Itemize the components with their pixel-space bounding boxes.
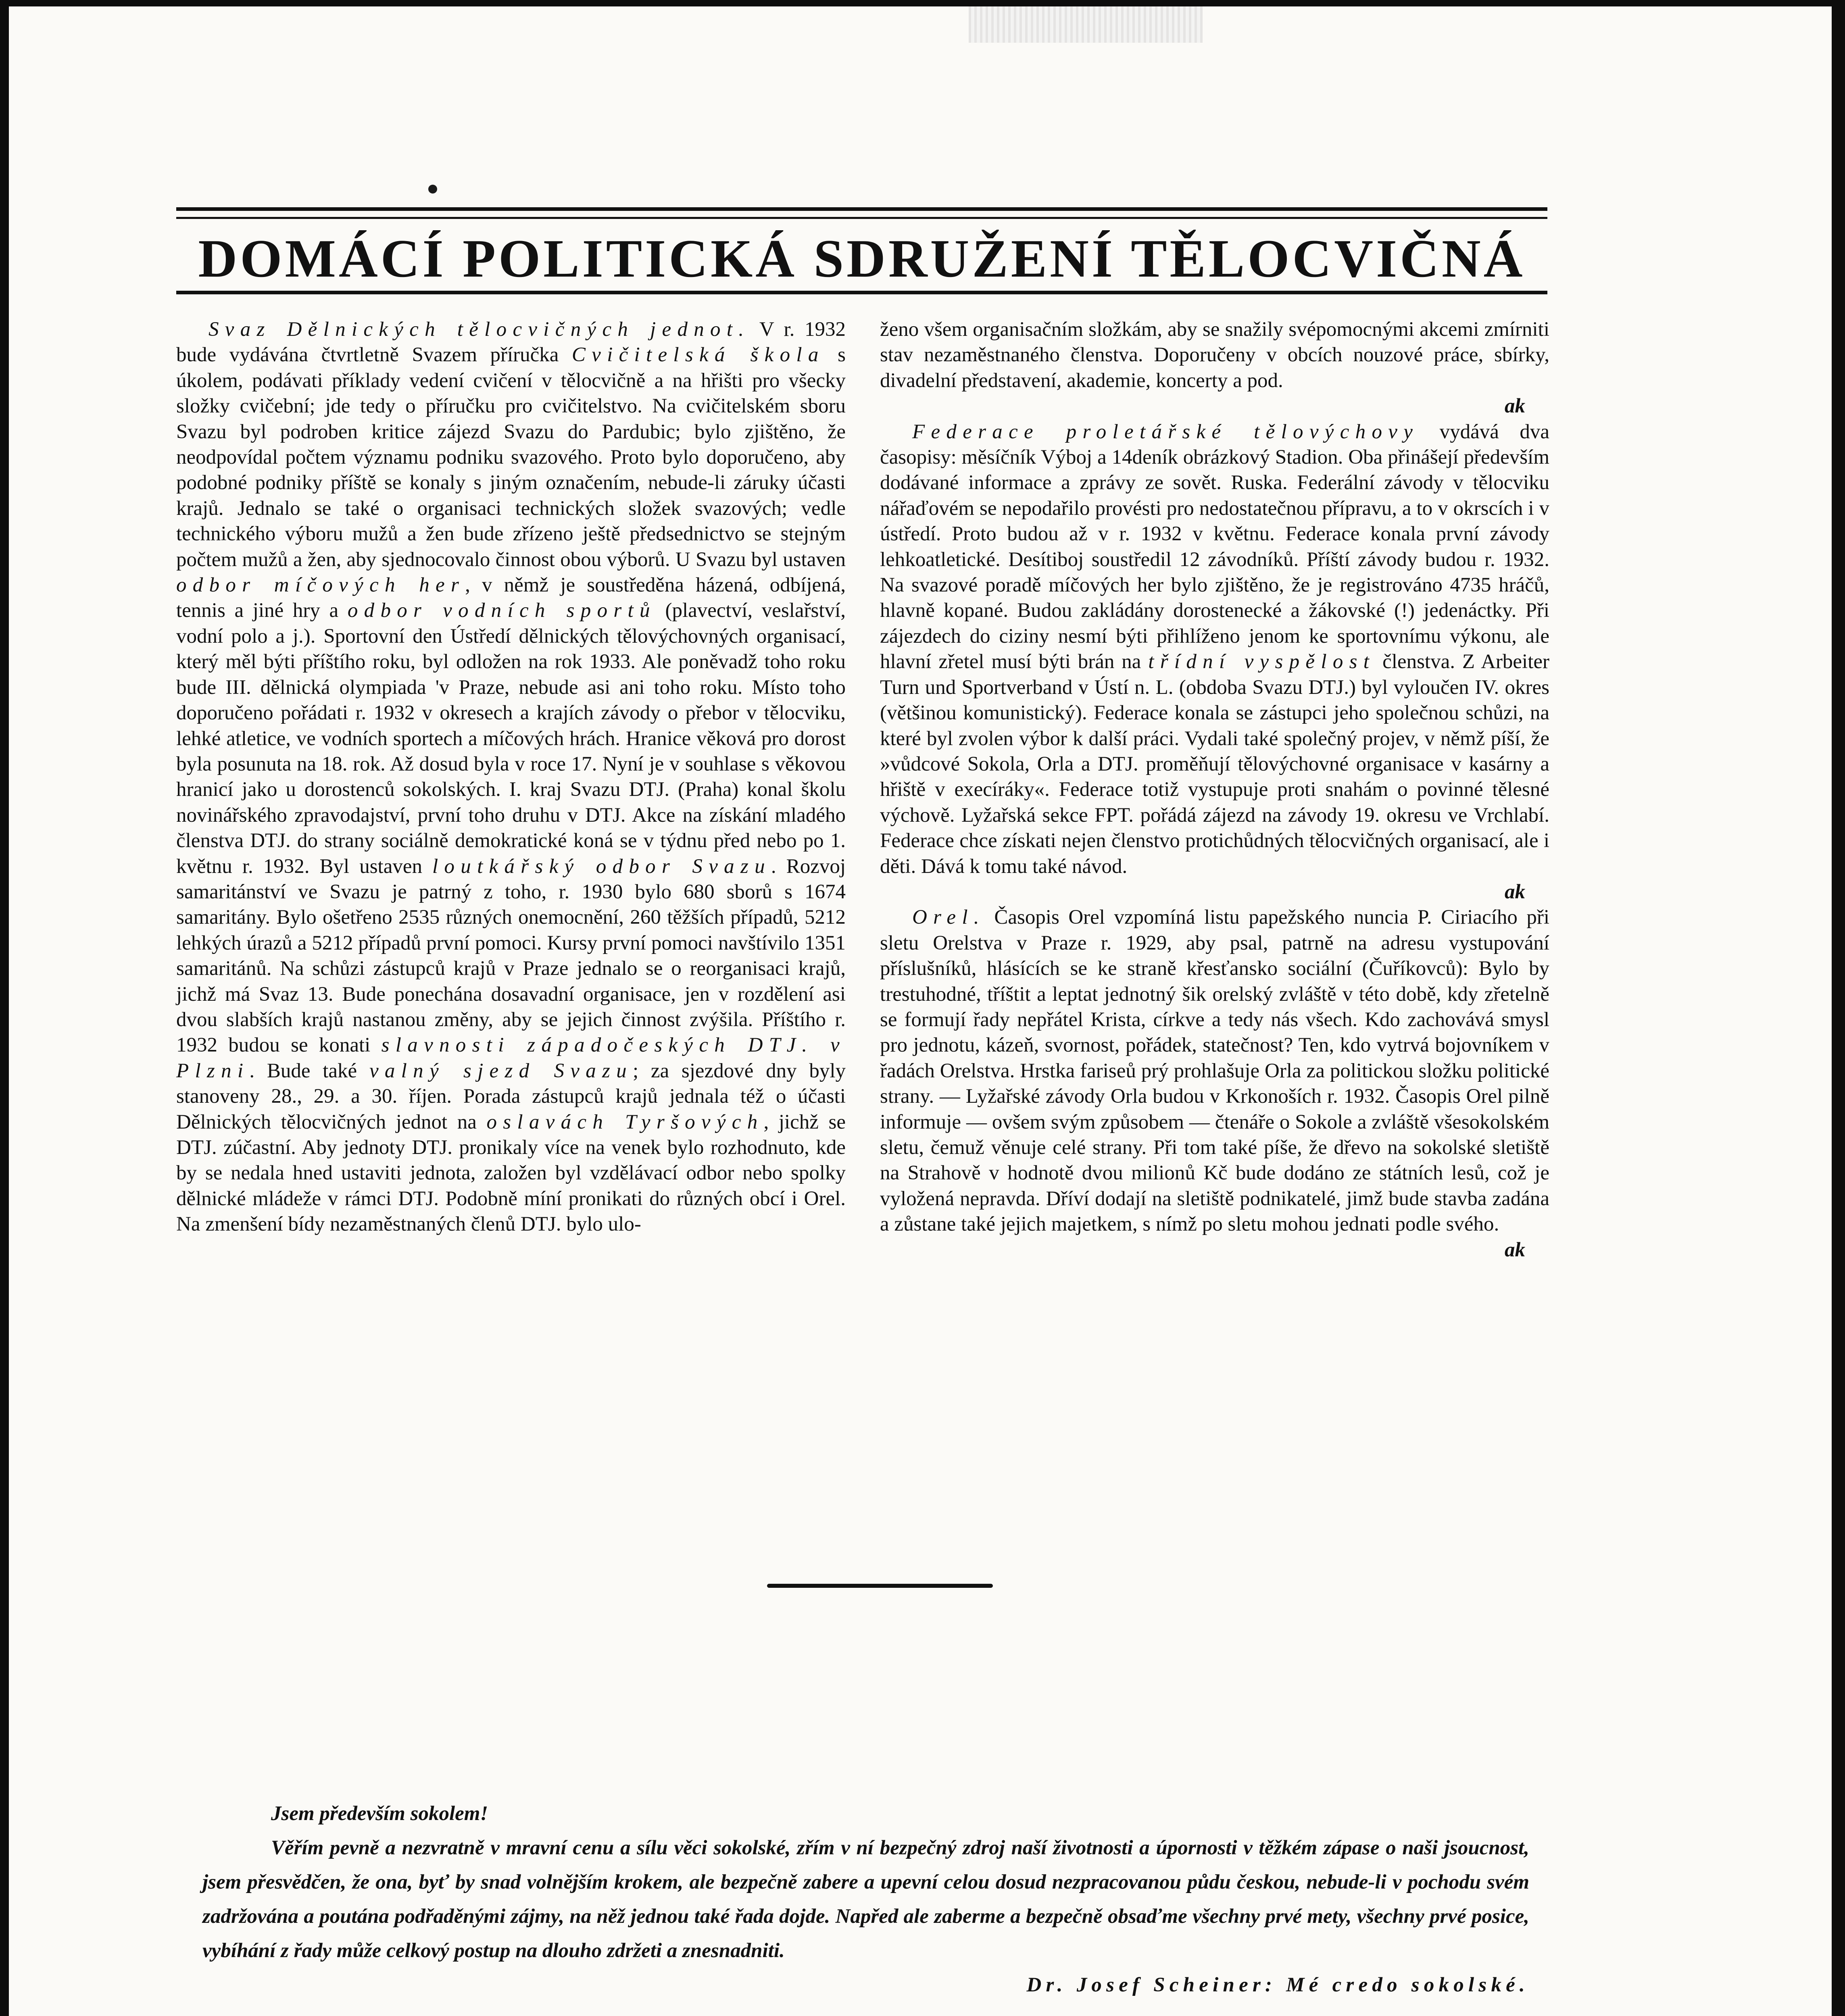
paragraph-dtj-continued: ženo všem organisačním složkám, aby se snažily svépomocnými akcemi zmírniti stav nezaměstnaného členstva. Doporučeny v obcích nouzové práce, sbírky, divadelní představení, akademie, koncerty a pod. ak: [880, 317, 1549, 419]
spaced-term: odbor vodních sportů: [347, 599, 656, 622]
paragraph-fpt: Federace proletářské tělovýchovy vydává dva časopisy: měsíčník Výboj a 14deník obrázkový Stadion. Oba přinášejí především dodávané informace a zprávy ze sovět. Ruska. Federální závody v tělocviku nářaďovém se nepodařilo provésti pro nedostatečnou přípravu, a to v okrscích i v ústředí. Proto budou až v r. 1932 v květnu. Federace konala první závody lehkoatletické. Desítiboj soustředil 12 závodníků. Příští závody budou r. 1932. Na svazové poradě míčových her bylo zjištěno, že je registrováno 4735 hráčů, hlavně kopané. Budou zakládány dorostenecké a žákovské (!) jedenáctky. Při zájezdech do ciziny nesmí býti přihlíženo jenom ke sportovnímu výkonu, ale hlavní zřetel musí býti brán na třídní vyspělost členstva. Z Arbeiter Turn und Sportverband v Ústí n. L. (obdoba Svazu DTJ.) byl vyloučen IV. okres (většinou komunistický). Federace konala se zástupci jeho společnou schůzi, na které byl zvolen výbor k další práci. Vydali také společný projev, v němž píší, že »vůdcové Sokola, Orla a DTJ. proměňují tělovýchovné organisace v kasárny a hřiště v execíráky«. Federace totiž vystupuje proti snahám o povinné tělesné výchově. Lyžařská sekce FPT. pořádá zájezd na závody 19. okresu ve Vrchlabí. Federace chce získati nejen členstvo protichůdných tělocvičných organisací, ale i děti. Dává k tomu také návod. ak: [880, 419, 1549, 905]
right-column: [880, 317, 1549, 1263]
section-heading-fpt: Federace proletářské tělovýchovy: [912, 420, 1419, 443]
quote-attribution: Dr. Josef Scheiner: Mé credo sokolské.: [1026, 1974, 1529, 1996]
quote-intro: Jsem především sokolem!: [271, 1802, 488, 1825]
title-rule-top: [176, 207, 1547, 211]
closing-quote: [202, 1797, 1529, 2002]
spaced-term: oslavách Tyršových: [486, 1110, 764, 1133]
author-signature: ak: [1505, 395, 1525, 418]
paragraph-orel: Orel. Časopis Orel vzpomíná listu papežského nuncia P. Ciriacího při sletu Orelstva v Praze r. 1929, aby psal, patrně na adresu vystupování příslušníků, hlásících se ke straně křesťansko sociální (Čuříkovců): Bylo by trestuhodné, tříštit a leptat jednotný šik orelský zvláště v této době, kdy zřetelně se formují řady nepřátel Krista, církve a tedy nás všech. Kdo zachovává smysl pro jednotu, kázeň, svornost, pořádek, statečnost? Ten, kdo vytrvá bojovníkem v řadách Orelstva. Hrstka fariseů prý prohlašuje Orla za politickou složku politické strany. — Lyžařské závody Orla budou v Krkonoších r. 1932. Časopis Orel pilně informuje — ovšem svým způsobem — čtenáře o Sokole a zvláště všesokolském sletu, čemuž věnuje celé strany. Při tom také píše, že dřevo na sokolské sletiště na Strahově v hodnotě dvou milionů Kč bude dodáno ze státních lesů, což je vyložená nepravda. Dříví dodají na sletiště podnikatelé, jimž bude stavba zadána a zůstane také jejich majetkem, s nímž po sletu mohou jednati podle svého. ak: [880, 905, 1549, 1263]
spaced-term: třídní vyspělost: [1148, 650, 1376, 673]
spaced-term: loutkářský odbor Svazu: [432, 855, 771, 878]
spaced-term: valný sjezd Svazu: [369, 1059, 633, 1082]
spaced-term: slavnosti západočeských DTJ. v Plzni: [176, 1034, 846, 1082]
title-rule-top-thin: [176, 217, 1547, 219]
spaced-term: Cvičitelská škola: [571, 344, 825, 367]
page: [9, 6, 1832, 2016]
scan-artifact: [969, 6, 1203, 43]
left-column: [176, 317, 846, 1237]
section-heading-orel: Orel.: [912, 906, 985, 929]
section-separator: [767, 1584, 993, 1588]
spaced-term: odbor míčových her: [176, 574, 465, 597]
author-signature: ak: [1505, 1238, 1525, 1261]
section-heading-dtj: Svaz Dělnických tělocvičných jednot.: [208, 318, 750, 341]
article-title: DOMÁCÍ POLITICKÁ SDRUŽENÍ TĚLOCVIČNÁ: [198, 229, 1526, 288]
bullet-dot: [428, 185, 437, 194]
quote-body: Věřím pevně a nezvratně v mravní cenu a sílu věci sokolské, zřím v ní bezpečný zdroj naší životnosti a úpornosti v těžkém zápase o naši jsoucnost, jsem přesvědčen, že ona, byť by snad volnějším krokem, ale bezpečně zabere a upevní celou dosud nezpracovanou půdu českou, nebude-li v pochodu svém zadržována a poutána podřaděnými zájmy, na něž jednou také řada dojde. Napřed ale zaberme a bezpečně obsaďme všechny prvé mety, všechny prvé posice, vybíhání z řady může celkový postup na dlouho zdržeti a znesnadniti.: [202, 1837, 1529, 1962]
author-signature: ak: [1505, 880, 1525, 903]
paragraph-dtj: Svaz Dělnických tělocvičných jednot. V r. 1932 bude vydávána čtvrtletně Svazem příručka Cvičitelská škola s úkolem, podávati příklady vedení cvičení v tělocvičně a na hřišti pro všecky složky cvičební; jde tedy o příručku pro cvičitelstvo. Na cvičitelském sboru Svazu byl podroben kritice zájezd Svazu do Pardubic; bylo zjištěno, že neodpovídal počtem významu podniku svazového. Proto bylo doporučeno, aby podobné podniky příště se konaly s jiným označením, nebude-li záruky účasti krajů. Jednalo se také o organisaci technických složek svazových; vedle technického výboru mužů a žen bude zřízeno ještě předsednictvo se stejným počtem mužů a žen, aby sjednocovalo činnost obou výborů. U Svazu byl ustaven odbor míčových her, v němž je soustředěna házená, odbíjená, tennis a jiné hry a odbor vodních sportů (plavectví, veslařství, vodní polo a j.). Sportovní den Ústředí dělnických tělovýchovných organisací, který měl býti příštího roku, byl odložen na rok 1933. Ale poněvadž toho roku bude III. dělnická olympiada 'v Praze, nebude asi ani toho roku. Místo toho doporučeno pořádati r. 1932 v okresech a krajích závody o přebor v tělocviku, lehké atletice, ve vodních sportech a míčových hrách. Hranice věková pro dorost byla posunuta na 18. rok. Až dosud byla v roce 17. Nyní je v souhlase s věkovou hranicí jako u dorostenců sokolských. I. kraj Svazu DTJ. (Praha) konal školu novinářského zpravodajství, první toho druhu v DTJ. Akce na získání mladého členstva DTJ. do strany sociálně demokratické koná se v týdnu před nebo po 1. květnu r. 1932. Byl ustaven loutkářský odbor Svazu. Rozvoj samaritánství ve Svazu je patrný z toho, r. 1930 bylo 680 sborů s 1674 samaritány. Bylo ošetřeno 2535 různých onemocnění, 260 těžších případů, 5212 lehkých úrazů a 5212 případů první pomoci. Kursy první pomoci navštívilo 1351 samaritánů. Na schůzi zástupců krajů v Praze jednalo se o reorganisaci krajů, jichž má Svaz 13. Bude ponechána dosavadní organisace, jen v rozdělení asi dvou slabších krajů nastanou změny, aby se jejich činnost zvýšila. Příštího r. 1932 budou se konati slavnosti západočeských DTJ. v Plzni. Bude také valný sjezd Svazu; za sjezdové dny byly stanoveny 28., 29. a 30. říjen. Porada zástupců krajů jednala též o účasti Dělnických tělocvičných jednot na oslavách Tyršových, jichž se DTJ. zúčastní. Aby jednoty DTJ. pronikaly více na venek bylo rozhodnuto, kde by se nedala hned ustaviti jednota, založen byl vzdělávací odbor nebo spolky dělnické mládeže v rámci DTJ. Podobně míní pronikati do různých obcí i Orel. Na zmenšení bídy nezaměstnaných členů DTJ. bylo ulo-: [176, 318, 846, 1236]
title-rule-bottom: [176, 291, 1547, 294]
